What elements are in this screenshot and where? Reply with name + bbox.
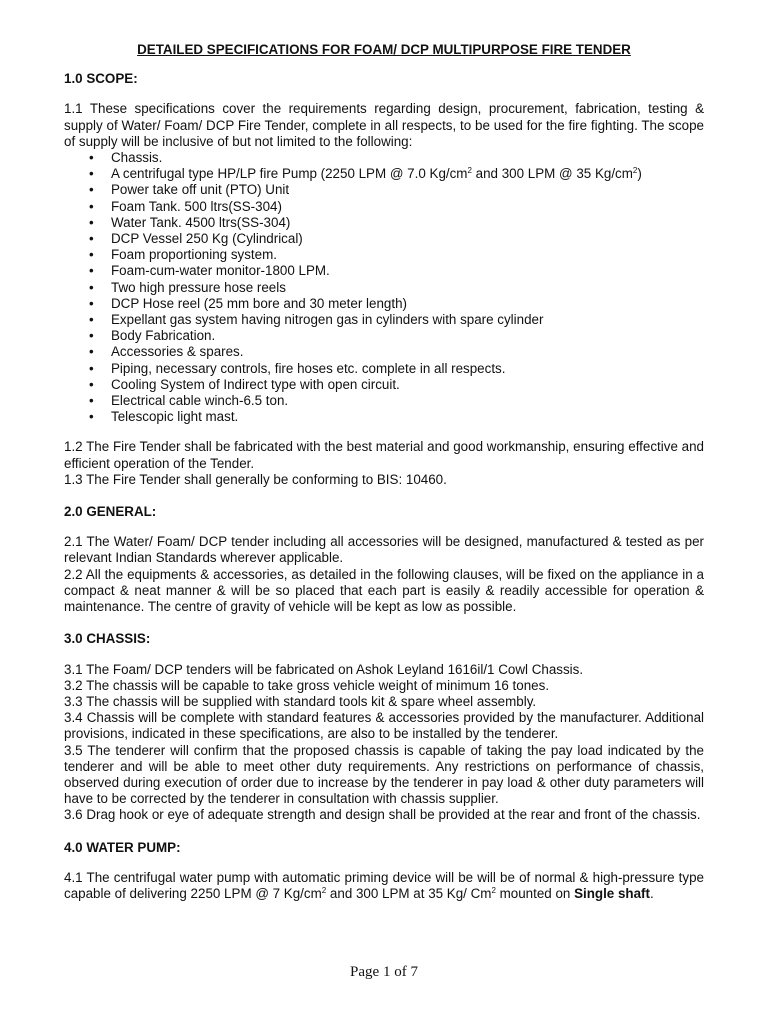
list-item: • Body Fabrication.	[89, 328, 216, 344]
bullet-icon: •	[89, 279, 94, 295]
bullet-icon: •	[89, 295, 94, 311]
list-item: • Electrical cable winch-6.5 ton.	[89, 393, 289, 409]
list-item: • Expellant gas system having nitrogen gas in cylinders with spare cylinder	[89, 312, 544, 328]
list-item: • Power take off unit (PTO) Unit	[89, 182, 290, 198]
section-heading-scope: 1.0 SCOPE:	[64, 71, 138, 87]
paragraph-3-3: 3.3 The chassis will be supplied with standard tools kit & spare wheel assembly.	[64, 693, 537, 709]
paragraph-1-1: 1.1 These specifications cover the requirements regarding design, procurement, fabrication, testing & supply of Water/ Foam/ DCP Fire Tender, complete in all respects, to be used for the fire fighting. The scope of supply will be inclusive of but not limited to the following:	[64, 101, 704, 149]
bullet-icon: •	[89, 344, 94, 360]
list-item: • Chassis.	[89, 150, 163, 166]
bullet-icon: •	[89, 376, 94, 392]
list-item: • Two high pressure hose reels	[89, 279, 286, 295]
list-item: • Foam Tank. 500 ltrs(SS-304)	[89, 198, 282, 214]
list-item: • Foam proportioning system.	[89, 247, 277, 263]
paragraph-3-4: 3.4 Chassis will be complete with standard features & accessories provided by the manufacturer. Additional provisions, indicated in these specifications, are also to be installed by the tenderer.	[64, 710, 704, 742]
paragraph-3-6: 3.6 Drag hook or eye of adequate strength and design shall be provided at the rear and front of the chassis.	[64, 807, 701, 823]
bullet-icon: •	[89, 263, 94, 279]
list-item: • Water Tank. 4500 ltrs(SS-304)	[89, 214, 291, 230]
bullet-icon: •	[89, 312, 94, 328]
spacer	[64, 425, 704, 439]
paragraph-1-3: 1.3 The Fire Tender shall generally be conforming to BIS: 10460.	[64, 471, 447, 487]
bullet-icon: •	[89, 166, 94, 182]
bold-term: Single shaft	[574, 885, 650, 901]
list-item: • Piping, necessary controls, fire hoses etc. complete in all respects.	[89, 360, 506, 376]
bullet-icon: •	[89, 393, 94, 409]
paragraph-1-2: 1.2 The Fire Tender shall be fabricated with the best material and good workmanship, ensuring effective and efficient operation of the Tender.	[64, 439, 704, 471]
bullet-icon: •	[89, 409, 94, 425]
bullet-icon: •	[89, 214, 94, 230]
paragraph-2-1: 2.1 The Water/ Foam/ DCP tender including all accessories will be designed, manufactured & tested as per relevant Indian Standards wherever applicable.	[64, 534, 704, 566]
list-item: • Telescopic light mast.	[89, 409, 239, 425]
section-heading-general: 2.0 GENERAL:	[64, 504, 157, 520]
list-item: • A centrifugal type HP/LP fire Pump (2250 LPM @ 7.0 $Kg/cm^2$ and 300 LPM @ 35 $Kg/cm^2$)	[89, 166, 642, 182]
bullet-icon: •	[89, 247, 94, 263]
bullet-icon: •	[89, 182, 94, 198]
bullet-icon: •	[89, 150, 94, 166]
list-item: • DCP Hose reel (25 mm bore and 30 meter length)	[89, 295, 407, 311]
bullet-icon: •	[89, 231, 94, 247]
list-item: • Cooling System of Indirect type with open circuit.	[89, 376, 400, 392]
list-item: • Accessories & spares.	[89, 344, 244, 360]
paragraph-3-1: 3.1 The Foam/ DCP tenders will be fabricated on Ashok Leyland 1616il/1 Cowl Chassis.	[64, 661, 584, 677]
list-item: • Foam-cum-water monitor-1800 LPM.	[89, 263, 330, 279]
paragraph-4-1: 4.1 The centrifugal water pump with automatic priming device will be will be of normal & high-pressure type capable of delivering 2250 LPM @ 7 $Kg/cm^2$ and 300 LPM at 35 Kg/ Cm$^2$ mounted on Single shaft.	[64, 869, 704, 901]
bullet-icon: •	[89, 198, 94, 214]
document-title: DETAILED SPECIFICATIONS FOR FOAM/ DCP MULTIPURPOSE FIRE TENDER	[137, 42, 631, 57]
bullet-icon: •	[89, 328, 94, 344]
document-body	[64, 42, 704, 902]
page-number: Page 1 of 7	[350, 964, 418, 980]
section-heading-chassis: 3.0 CHASSIS:	[64, 631, 151, 647]
section-heading-water-pump: 4.0 WATER PUMP:	[64, 839, 181, 855]
bullet-icon: •	[89, 360, 94, 376]
paragraph-2-2: 2.2 All the equipments & accessories, as detailed in the following clauses, will be fixed on the appliance in a compact & neat manner & will be so placed that each part is easily & readily accessible for operation & maintenance. The centre of gravity of vehicle will be kept as low as possible.	[64, 566, 704, 615]
list-item: • DCP Vessel 250 Kg (Cylindrical)	[89, 231, 303, 247]
paragraph-3-5: 3.5 The tenderer will confirm that the proposed chassis is capable of taking the pay load indicated by the tenderer and will be able to meet other duty requirements. Any restrictions on performance of chassis, observed during execution of order due to increase by the tenderer in pay load & other duty parameters will have to be corrected by the tenderer in consultation with chassis supplier.	[64, 742, 704, 807]
scope-item-list	[64, 150, 704, 425]
paragraph-3-2: 3.2 The chassis will be capable to take gross vehicle weight of minimum 16 tones.	[64, 677, 550, 693]
